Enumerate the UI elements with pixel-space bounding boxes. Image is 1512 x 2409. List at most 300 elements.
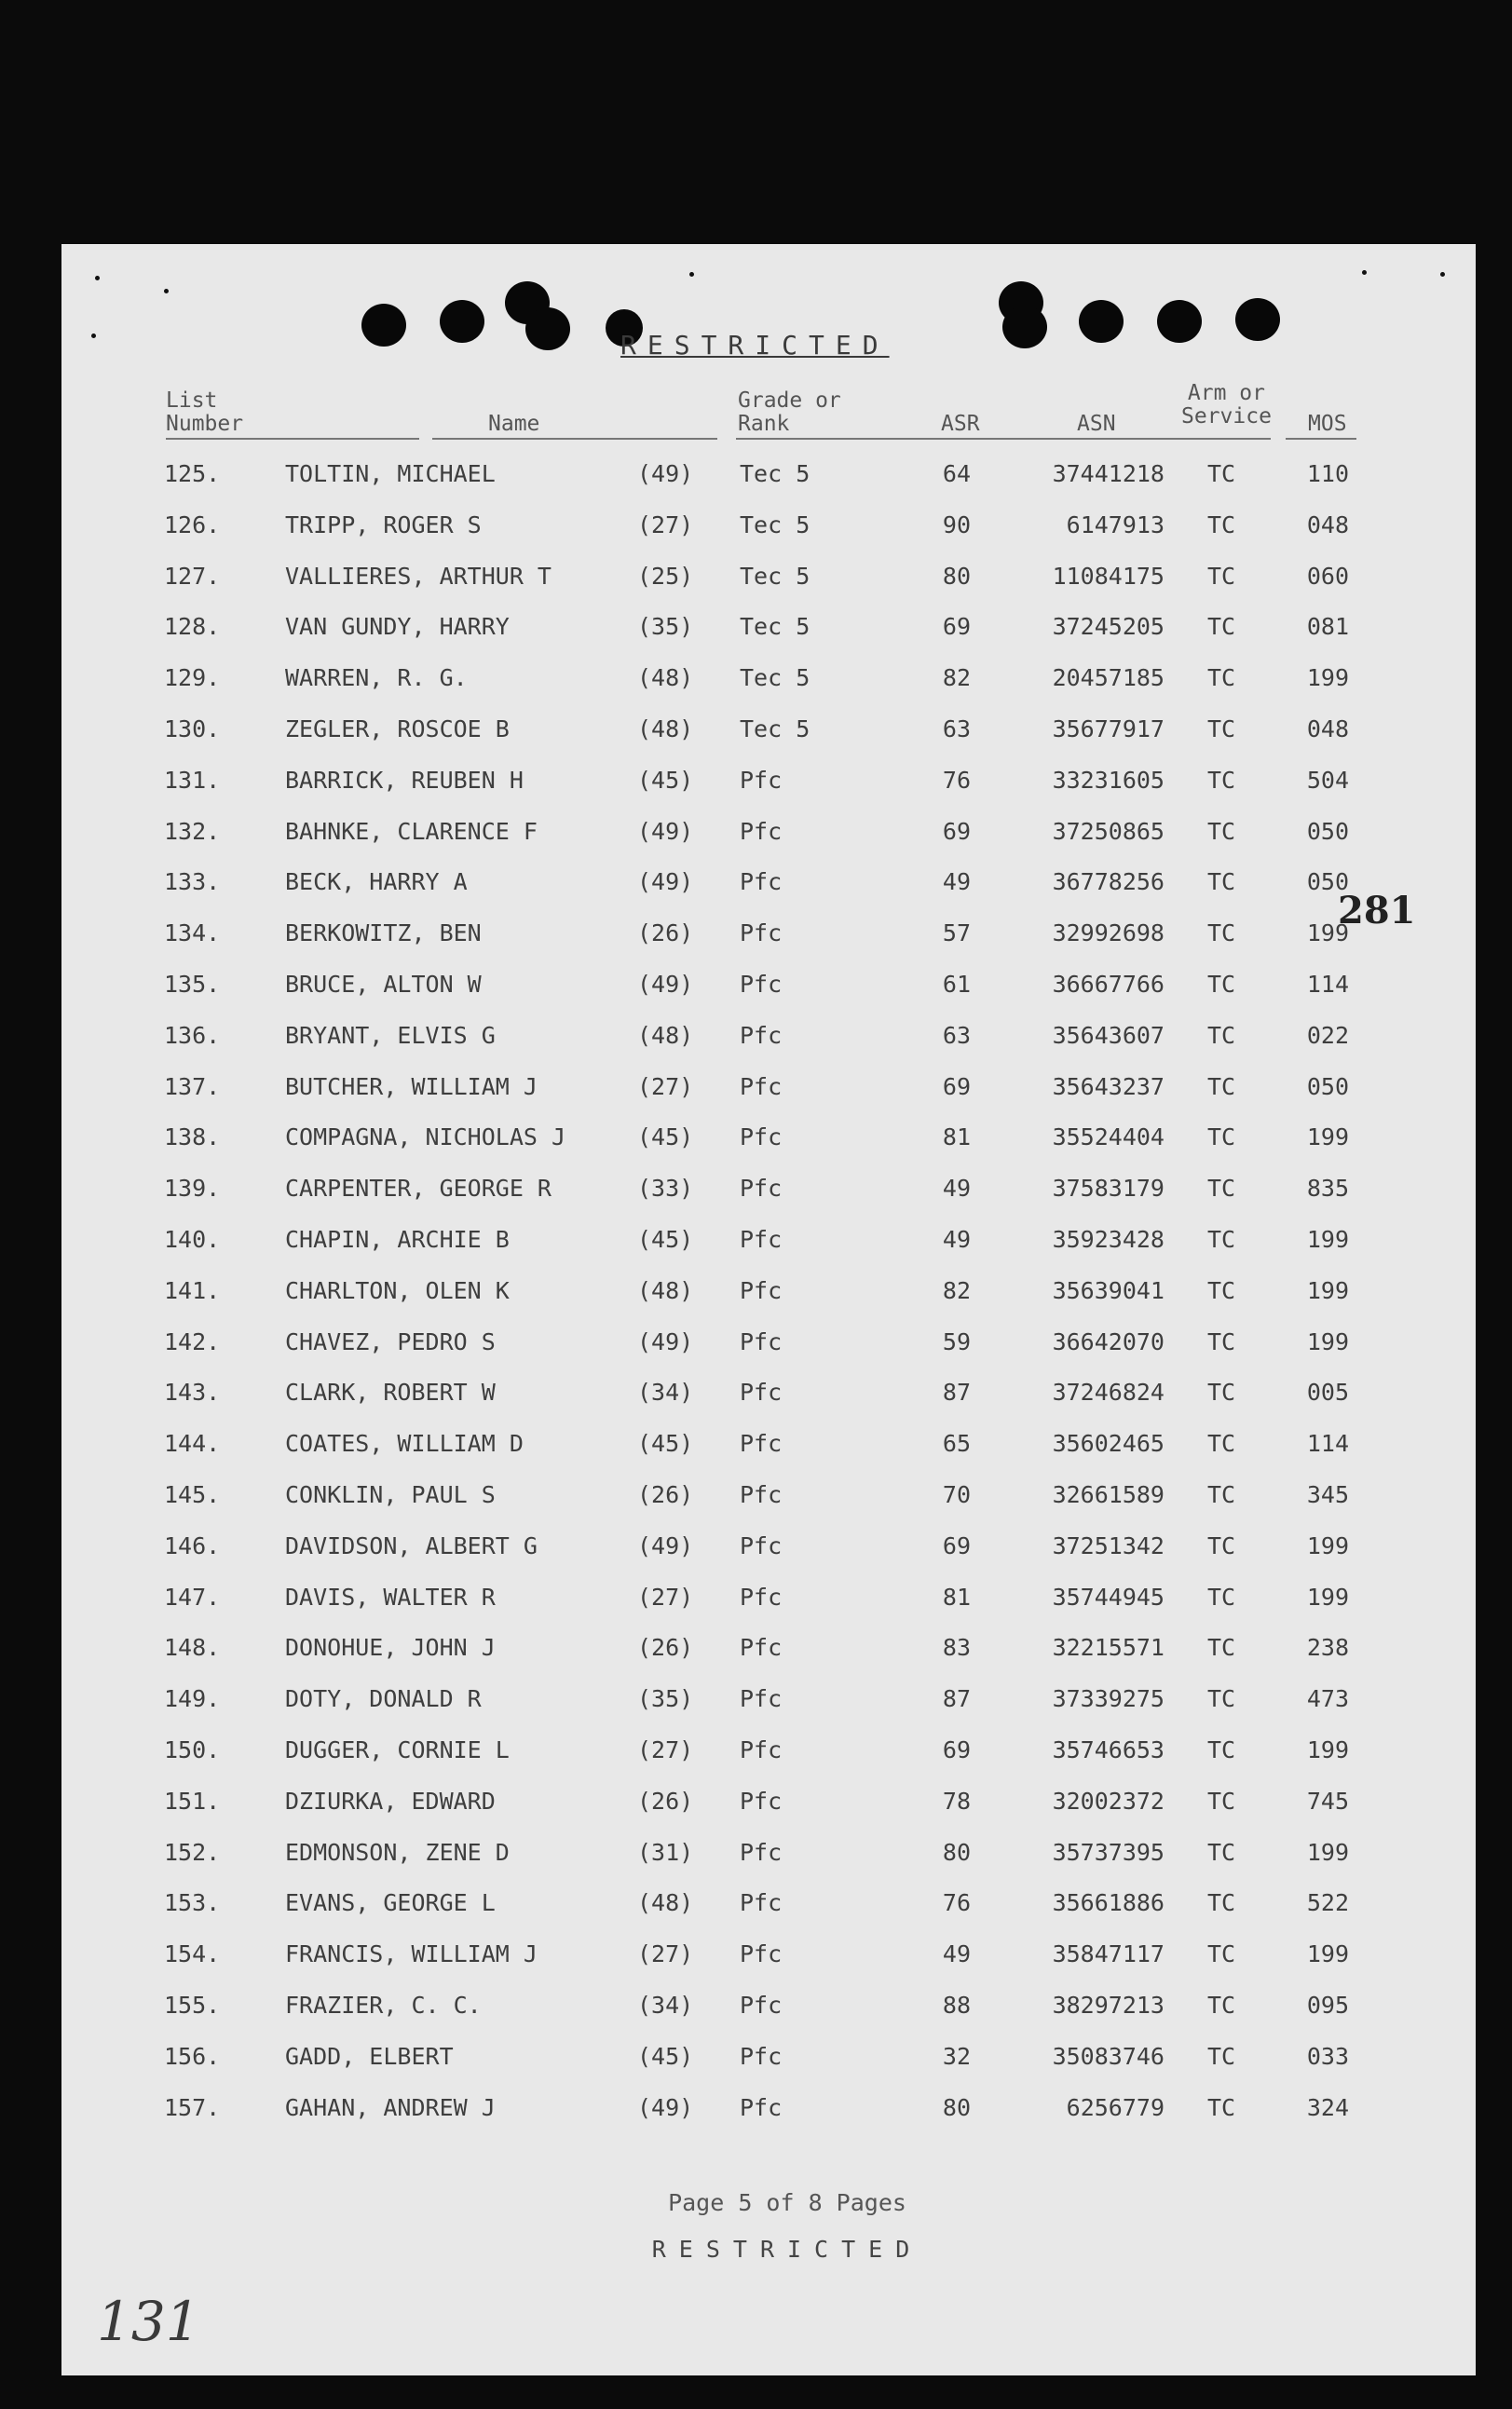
cell-grade: Pfc bbox=[740, 766, 783, 794]
cell-age: (26) bbox=[637, 1481, 694, 1508]
table-row bbox=[61, 664, 1476, 715]
cell-grade: Pfc bbox=[740, 971, 783, 998]
cell-arm: TC bbox=[1207, 1736, 1236, 1763]
header-asr bbox=[941, 413, 980, 436]
cell-grade: Pfc bbox=[740, 1992, 783, 2019]
cell-num: 129. bbox=[164, 664, 221, 692]
table-row bbox=[61, 1226, 1476, 1276]
cell-age: (45) bbox=[637, 1226, 694, 1253]
cell-asr: 49 bbox=[942, 868, 971, 896]
cell-asn: 36778256 bbox=[1052, 868, 1165, 896]
cell-arm: TC bbox=[1207, 868, 1236, 896]
cell-age: (26) bbox=[637, 919, 694, 947]
header-arm-text: Arm or Service bbox=[1181, 381, 1272, 429]
cell-grade: Pfc bbox=[740, 1634, 783, 1662]
cell-asr: 69 bbox=[942, 817, 971, 845]
cell-asr: 61 bbox=[942, 971, 971, 998]
header-list-number-text: List Number bbox=[166, 388, 244, 436]
cell-age: (45) bbox=[637, 766, 694, 794]
cell-num: 138. bbox=[164, 1123, 221, 1151]
cell-arm: TC bbox=[1207, 1021, 1236, 1049]
cell-num: 157. bbox=[164, 2093, 221, 2121]
cell-name: TOLTIN, MICHAEL bbox=[285, 460, 496, 487]
cell-mos: 050 bbox=[1306, 868, 1349, 896]
cell-arm: TC bbox=[1207, 1226, 1236, 1253]
cell-grade: Pfc bbox=[740, 2093, 783, 2121]
cell-grade: Pfc bbox=[740, 1072, 783, 1100]
punch-hole bbox=[1157, 300, 1202, 343]
cell-name: BECK, HARRY A bbox=[285, 868, 468, 896]
table-row bbox=[61, 1073, 1476, 1123]
table-row bbox=[61, 1481, 1476, 1531]
cell-age: (49) bbox=[637, 2093, 694, 2121]
cell-name: COMPAGNA, NICHOLAS J bbox=[285, 1123, 566, 1151]
cell-num: 143. bbox=[164, 1379, 221, 1407]
header-list-number bbox=[166, 389, 243, 436]
cell-grade: Pfc bbox=[740, 1021, 783, 1049]
cell-arm: TC bbox=[1207, 1583, 1236, 1611]
table-row bbox=[61, 2043, 1476, 2093]
cell-age: (34) bbox=[637, 1379, 694, 1407]
cell-num: 127. bbox=[164, 562, 221, 590]
cell-name: DAVIDSON, ALBERT G bbox=[285, 1531, 538, 1559]
cell-asr: 59 bbox=[942, 1327, 971, 1355]
cell-age: (27) bbox=[637, 1940, 694, 1968]
cell-num: 128. bbox=[164, 613, 221, 641]
cell-mos: 114 bbox=[1306, 971, 1349, 998]
cell-mos: 050 bbox=[1306, 817, 1349, 845]
table-row bbox=[61, 1736, 1476, 1787]
cell-grade: Pfc bbox=[740, 1531, 783, 1559]
cell-asn: 35639041 bbox=[1052, 1276, 1165, 1304]
cell-asr: 65 bbox=[942, 1430, 971, 1458]
cell-num: 125. bbox=[164, 460, 221, 487]
cell-grade: Pfc bbox=[740, 1123, 783, 1151]
cell-mos: 199 bbox=[1306, 1123, 1349, 1151]
table-row bbox=[61, 868, 1476, 919]
cell-asn: 35744945 bbox=[1052, 1583, 1165, 1611]
cell-num: 133. bbox=[164, 868, 221, 896]
cell-num: 151. bbox=[164, 1787, 221, 1815]
cell-num: 156. bbox=[164, 2042, 221, 2070]
cell-arm: TC bbox=[1207, 1327, 1236, 1355]
table-row bbox=[61, 1022, 1476, 1072]
cell-age: (26) bbox=[637, 1634, 694, 1662]
cell-mos: 473 bbox=[1306, 1685, 1349, 1713]
cell-asn: 36642070 bbox=[1052, 1327, 1165, 1355]
cell-asr: 57 bbox=[942, 919, 971, 947]
cell-grade: Pfc bbox=[740, 1583, 783, 1611]
cell-asr: 49 bbox=[942, 1940, 971, 1968]
cell-age: (45) bbox=[637, 1123, 694, 1151]
table-row bbox=[61, 1532, 1476, 1583]
cell-num: 126. bbox=[164, 510, 221, 538]
cell-asr: 80 bbox=[942, 2093, 971, 2121]
header-arm bbox=[1181, 382, 1272, 429]
cell-asr: 82 bbox=[942, 664, 971, 692]
header-grade-text: Grade or Rank bbox=[738, 388, 841, 436]
cell-arm: TC bbox=[1207, 1481, 1236, 1508]
cell-asr: 64 bbox=[942, 460, 971, 487]
document-page bbox=[61, 244, 1476, 2375]
cell-name: VAN GUNDY, HARRY bbox=[285, 613, 510, 641]
cell-arm: TC bbox=[1207, 1787, 1236, 1815]
cell-name: EVANS, GEORGE L bbox=[285, 1889, 496, 1917]
cell-name: GADD, ELBERT bbox=[285, 2042, 454, 2070]
header-name bbox=[488, 413, 539, 436]
cell-asr: 81 bbox=[942, 1583, 971, 1611]
cell-age: (45) bbox=[637, 2042, 694, 2070]
cell-grade: Tec 5 bbox=[740, 715, 810, 742]
cell-name: DUGGER, CORNIE L bbox=[285, 1736, 510, 1763]
cell-mos: 745 bbox=[1306, 1787, 1349, 1815]
cell-asr: 81 bbox=[942, 1123, 971, 1151]
header-grade bbox=[738, 389, 841, 436]
punch-hole bbox=[1002, 306, 1047, 348]
cell-asn: 32002372 bbox=[1052, 1787, 1165, 1815]
punch-hole bbox=[361, 304, 406, 347]
cell-num: 130. bbox=[164, 715, 221, 742]
cell-mos: 199 bbox=[1306, 1226, 1349, 1253]
cell-num: 141. bbox=[164, 1276, 221, 1304]
cell-asn: 35083746 bbox=[1052, 2042, 1165, 2070]
cell-num: 145. bbox=[164, 1481, 221, 1508]
cell-age: (35) bbox=[637, 613, 694, 641]
cell-asr: 87 bbox=[942, 1685, 971, 1713]
cell-name: CARPENTER, GEORGE R bbox=[285, 1175, 552, 1203]
cell-name: FRANCIS, WILLIAM J bbox=[285, 1940, 538, 1968]
table-row bbox=[61, 1379, 1476, 1429]
cell-arm: TC bbox=[1207, 510, 1236, 538]
cell-asr: 87 bbox=[942, 1379, 971, 1407]
cell-num: 147. bbox=[164, 1583, 221, 1611]
cell-age: (49) bbox=[637, 971, 694, 998]
cell-asr: 78 bbox=[942, 1787, 971, 1815]
cell-arm: TC bbox=[1207, 919, 1236, 947]
cell-mos: 005 bbox=[1306, 1379, 1349, 1407]
header-rule bbox=[166, 438, 419, 440]
cell-age: (49) bbox=[637, 1531, 694, 1559]
cell-num: 146. bbox=[164, 1531, 221, 1559]
cell-grade: Pfc bbox=[740, 1481, 783, 1508]
cell-asn: 35847117 bbox=[1052, 1940, 1165, 1968]
cell-grade: Pfc bbox=[740, 868, 783, 896]
table-row bbox=[61, 767, 1476, 817]
speck bbox=[1440, 272, 1445, 277]
cell-name: DONOHUE, JOHN J bbox=[285, 1634, 496, 1662]
cell-asn: 33231605 bbox=[1052, 766, 1165, 794]
cell-num: 154. bbox=[164, 1940, 221, 1968]
cell-arm: TC bbox=[1207, 1175, 1236, 1203]
punch-hole bbox=[525, 307, 570, 350]
cell-mos: 199 bbox=[1306, 1940, 1349, 1968]
cell-asn: 11084175 bbox=[1052, 562, 1165, 590]
cell-grade: Tec 5 bbox=[740, 613, 810, 641]
cell-arm: TC bbox=[1207, 1123, 1236, 1151]
cell-arm: TC bbox=[1207, 562, 1236, 590]
cell-name: FRAZIER, C. C. bbox=[285, 1992, 482, 2019]
cell-age: (27) bbox=[637, 1736, 694, 1763]
cell-asn: 20457185 bbox=[1052, 664, 1165, 692]
cell-asr: 69 bbox=[942, 1736, 971, 1763]
cell-asn: 35746653 bbox=[1052, 1736, 1165, 1763]
cell-asn: 35677917 bbox=[1052, 715, 1165, 742]
cell-arm: TC bbox=[1207, 1634, 1236, 1662]
cell-mos: 238 bbox=[1306, 1634, 1349, 1662]
header-rule bbox=[1286, 438, 1356, 440]
cell-age: (31) bbox=[637, 1838, 694, 1866]
table-row bbox=[61, 1175, 1476, 1225]
table-row bbox=[61, 1940, 1476, 1991]
header-name-text: Name bbox=[488, 412, 540, 436]
cell-grade: Tec 5 bbox=[740, 562, 810, 590]
cell-age: (48) bbox=[637, 1276, 694, 1304]
table-row bbox=[61, 1123, 1476, 1174]
cell-mos: 199 bbox=[1306, 1327, 1349, 1355]
cell-num: 144. bbox=[164, 1430, 221, 1458]
cell-grade: Pfc bbox=[740, 1276, 783, 1304]
table-row bbox=[61, 818, 1476, 868]
cell-arm: TC bbox=[1207, 766, 1236, 794]
cell-mos: 114 bbox=[1306, 1430, 1349, 1458]
cell-num: 155. bbox=[164, 1992, 221, 2019]
cell-grade: Pfc bbox=[740, 817, 783, 845]
cell-asr: 63 bbox=[942, 1021, 971, 1049]
cell-arm: TC bbox=[1207, 817, 1236, 845]
cell-asn: 37250865 bbox=[1052, 817, 1165, 845]
cell-grade: Tec 5 bbox=[740, 510, 810, 538]
cell-name: ZEGLER, ROSCOE B bbox=[285, 715, 510, 742]
cell-asr: 83 bbox=[942, 1634, 971, 1662]
cell-asn: 35643607 bbox=[1052, 1021, 1165, 1049]
header-asn bbox=[1077, 413, 1116, 436]
cell-grade: Pfc bbox=[740, 1327, 783, 1355]
cell-age: (48) bbox=[637, 1889, 694, 1917]
cell-name: CONKLIN, PAUL S bbox=[285, 1481, 496, 1508]
cell-asn: 37583179 bbox=[1052, 1175, 1165, 1203]
cell-asn: 35524404 bbox=[1052, 1123, 1165, 1151]
cell-asn: 35923428 bbox=[1052, 1226, 1165, 1253]
table-row bbox=[61, 1992, 1476, 2042]
cell-name: BERKOWITZ, BEN bbox=[285, 919, 482, 947]
restricted-footer: RESTRICTED bbox=[651, 2236, 923, 2263]
table-row bbox=[61, 1584, 1476, 1634]
cell-mos: 345 bbox=[1306, 1481, 1349, 1508]
cell-mos: 199 bbox=[1306, 919, 1349, 947]
cell-asn: 32992698 bbox=[1052, 919, 1165, 947]
cell-name: COATES, WILLIAM D bbox=[285, 1430, 524, 1458]
cell-grade: Pfc bbox=[740, 919, 783, 947]
cell-age: (49) bbox=[637, 817, 694, 845]
header-rule bbox=[736, 438, 1271, 440]
cell-arm: TC bbox=[1207, 1379, 1236, 1407]
cell-asr: 32 bbox=[942, 2042, 971, 2070]
table-row bbox=[61, 613, 1476, 663]
cell-name: BRUCE, ALTON W bbox=[285, 971, 482, 998]
cell-num: 152. bbox=[164, 1838, 221, 1866]
table-row bbox=[61, 1277, 1476, 1327]
cell-mos: 050 bbox=[1306, 1072, 1349, 1100]
cell-asn: 38297213 bbox=[1052, 1992, 1165, 2019]
cell-asr: 82 bbox=[942, 1276, 971, 1304]
cell-num: 132. bbox=[164, 817, 221, 845]
cell-grade: Pfc bbox=[740, 1889, 783, 1917]
cell-name: BAHNKE, CLARENCE F bbox=[285, 817, 538, 845]
cell-name: TRIPP, ROGER S bbox=[285, 510, 482, 538]
cell-mos: 048 bbox=[1306, 715, 1349, 742]
cell-grade: Pfc bbox=[740, 1736, 783, 1763]
cell-asr: 80 bbox=[942, 562, 971, 590]
cell-name: CHAPIN, ARCHIE B bbox=[285, 1226, 510, 1253]
cell-age: (49) bbox=[637, 460, 694, 487]
cell-mos: 022 bbox=[1306, 1021, 1349, 1049]
cell-arm: TC bbox=[1207, 2093, 1236, 2121]
cell-asr: 90 bbox=[942, 510, 971, 538]
cell-asr: 76 bbox=[942, 1889, 971, 1917]
cell-mos: 110 bbox=[1306, 460, 1349, 487]
cell-arm: TC bbox=[1207, 613, 1236, 641]
cell-age: (48) bbox=[637, 715, 694, 742]
cell-age: (45) bbox=[637, 1430, 694, 1458]
cell-name: CHAVEZ, PEDRO S bbox=[285, 1327, 496, 1355]
cell-asr: 63 bbox=[942, 715, 971, 742]
cell-asr: 69 bbox=[942, 1531, 971, 1559]
cell-asr: 76 bbox=[942, 766, 971, 794]
cell-name: GAHAN, ANDREW J bbox=[285, 2093, 496, 2121]
cell-age: (27) bbox=[637, 1072, 694, 1100]
cell-arm: TC bbox=[1207, 2042, 1236, 2070]
speck bbox=[689, 272, 694, 277]
cell-num: 142. bbox=[164, 1327, 221, 1355]
cell-grade: Pfc bbox=[740, 1940, 783, 1968]
cell-num: 139. bbox=[164, 1175, 221, 1203]
punch-hole bbox=[1235, 298, 1280, 341]
cell-asn: 35643237 bbox=[1052, 1072, 1165, 1100]
cell-asr: 88 bbox=[942, 1992, 971, 2019]
table-row bbox=[61, 1328, 1476, 1379]
cell-arm: TC bbox=[1207, 1430, 1236, 1458]
cell-arm: TC bbox=[1207, 1276, 1236, 1304]
cell-num: 135. bbox=[164, 971, 221, 998]
cell-num: 136. bbox=[164, 1021, 221, 1049]
cell-name: BRYANT, ELVIS G bbox=[285, 1021, 496, 1049]
cell-mos: 199 bbox=[1306, 1583, 1349, 1611]
table-row bbox=[61, 563, 1476, 613]
table-row bbox=[61, 1430, 1476, 1480]
cell-name: DAVIS, WALTER R bbox=[285, 1583, 496, 1611]
cell-asr: 49 bbox=[942, 1226, 971, 1253]
punch-hole bbox=[440, 300, 484, 343]
cell-arm: TC bbox=[1207, 1838, 1236, 1866]
speck bbox=[95, 276, 100, 280]
table-row bbox=[61, 1889, 1476, 1939]
cell-asn: 35661886 bbox=[1052, 1889, 1165, 1917]
cell-asn: 37246824 bbox=[1052, 1379, 1165, 1407]
cell-age: (27) bbox=[637, 510, 694, 538]
cell-asr: 49 bbox=[942, 1175, 971, 1203]
cell-grade: Pfc bbox=[740, 1685, 783, 1713]
cell-age: (25) bbox=[637, 562, 694, 590]
cell-asn: 6147913 bbox=[1066, 510, 1165, 538]
cell-mos: 048 bbox=[1306, 510, 1349, 538]
cell-age: (48) bbox=[637, 664, 694, 692]
cell-mos: 033 bbox=[1306, 2042, 1349, 2070]
cell-asr: 80 bbox=[942, 1838, 971, 1866]
cell-arm: TC bbox=[1207, 1889, 1236, 1917]
header-rule bbox=[432, 438, 717, 440]
cell-arm: TC bbox=[1207, 1072, 1236, 1100]
cell-name: BARRICK, REUBEN H bbox=[285, 766, 524, 794]
table-row bbox=[61, 1788, 1476, 1838]
cell-age: (35) bbox=[637, 1685, 694, 1713]
table-row bbox=[61, 1839, 1476, 1889]
handwritten-page-number: 131 bbox=[97, 2290, 200, 2353]
cell-grade: Pfc bbox=[740, 2042, 783, 2070]
cell-age: (49) bbox=[637, 1327, 694, 1355]
table-row bbox=[61, 511, 1476, 562]
cell-name: DOTY, DONALD R bbox=[285, 1685, 482, 1713]
cell-mos: 095 bbox=[1306, 1992, 1349, 2019]
handwritten-annotation: 281 bbox=[1338, 889, 1416, 932]
cell-grade: Pfc bbox=[740, 1430, 783, 1458]
table-row bbox=[61, 919, 1476, 970]
header-asn-text: ASN bbox=[1077, 412, 1116, 436]
cell-num: 131. bbox=[164, 766, 221, 794]
cell-asn: 37251342 bbox=[1052, 1531, 1165, 1559]
cell-mos: 199 bbox=[1306, 1838, 1349, 1866]
cell-mos: 199 bbox=[1306, 1531, 1349, 1559]
table-row bbox=[61, 460, 1476, 510]
speck bbox=[164, 289, 169, 293]
header-mos bbox=[1308, 413, 1347, 436]
cell-num: 150. bbox=[164, 1736, 221, 1763]
punch-hole bbox=[1079, 300, 1124, 343]
cell-age: (26) bbox=[637, 1787, 694, 1815]
cell-grade: Tec 5 bbox=[740, 460, 810, 487]
cell-age: (48) bbox=[637, 1021, 694, 1049]
cell-grade: Pfc bbox=[740, 1787, 783, 1815]
cell-name: DZIURKA, EDWARD bbox=[285, 1787, 496, 1815]
cell-mos: 835 bbox=[1306, 1175, 1349, 1203]
cell-age: (49) bbox=[637, 868, 694, 896]
cell-grade: Pfc bbox=[740, 1379, 783, 1407]
cell-name: BUTCHER, WILLIAM J bbox=[285, 1072, 538, 1100]
cell-arm: TC bbox=[1207, 1685, 1236, 1713]
cell-name: VALLIERES, ARTHUR T bbox=[285, 562, 552, 590]
cell-name: CLARK, ROBERT W bbox=[285, 1379, 496, 1407]
cell-arm: TC bbox=[1207, 1940, 1236, 1968]
cell-asn: 37245205 bbox=[1052, 613, 1165, 641]
cell-asn: 37339275 bbox=[1052, 1685, 1165, 1713]
cell-arm: TC bbox=[1207, 715, 1236, 742]
cell-mos: 081 bbox=[1306, 613, 1349, 641]
cell-arm: TC bbox=[1207, 1531, 1236, 1559]
cell-mos: 199 bbox=[1306, 1736, 1349, 1763]
cell-grade: Pfc bbox=[740, 1226, 783, 1253]
cell-mos: 522 bbox=[1306, 1889, 1349, 1917]
cell-num: 140. bbox=[164, 1226, 221, 1253]
cell-asn: 37441218 bbox=[1052, 460, 1165, 487]
table-row bbox=[61, 1685, 1476, 1735]
table-row bbox=[61, 2094, 1476, 2144]
cell-mos: 324 bbox=[1306, 2093, 1349, 2121]
cell-asn: 35737395 bbox=[1052, 1838, 1165, 1866]
cell-mos: 199 bbox=[1306, 1276, 1349, 1304]
cell-asn: 35602465 bbox=[1052, 1430, 1165, 1458]
cell-arm: TC bbox=[1207, 664, 1236, 692]
cell-name: CHARLTON, OLEN K bbox=[285, 1276, 510, 1304]
cell-mos: 199 bbox=[1306, 664, 1349, 692]
